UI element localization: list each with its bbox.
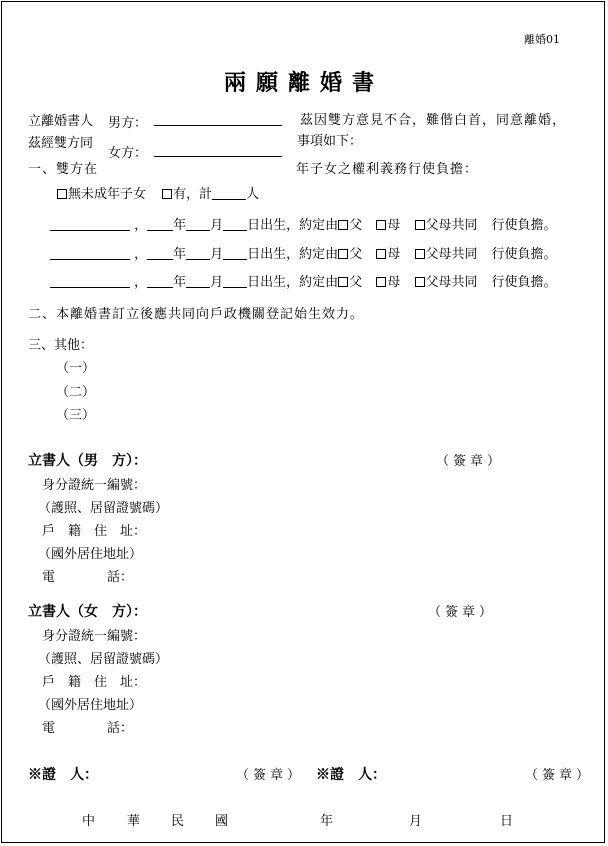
birth-month-field[interactable] xyxy=(186,287,210,288)
intro-text-1: 茲因雙方意見不合，難偕白首，同意離婚， xyxy=(300,113,567,128)
male-foreign-address-label: （國外居住地址） xyxy=(38,547,143,562)
year-label: 年 xyxy=(173,275,187,290)
document-title: 兩願離婚書 xyxy=(223,70,384,96)
female-label: 女方： xyxy=(108,146,148,161)
father-label: 父 xyxy=(349,247,363,262)
both-checkbox[interactable] xyxy=(415,277,425,287)
witness-2-seal[interactable]: （簽章） xyxy=(525,768,594,783)
clause2: 二、本離婚書訂立後應共同向戶政機關登記始生效力。 xyxy=(28,307,365,322)
father-label: 父 xyxy=(349,218,363,233)
both-label: 父母共同 xyxy=(425,218,478,233)
row-end-label: 行使負擔。 xyxy=(491,275,557,290)
witness-2-label: ※證 人： xyxy=(316,767,386,783)
day-label: 日出生，約定由 xyxy=(247,247,339,262)
mother-label: 母 xyxy=(387,247,401,262)
birth-year-field[interactable] xyxy=(147,287,173,288)
date-char-zhong: 中 xyxy=(82,814,96,829)
date-year-label: 年 xyxy=(320,814,334,829)
clause3-item: （三） xyxy=(56,408,96,423)
female-phone-label: 電 話： xyxy=(42,721,134,736)
document-code: 離婚01 xyxy=(524,33,560,46)
clause3-lead: 三、其他： xyxy=(28,338,94,353)
father-label: 父 xyxy=(349,275,363,290)
intro-prefix: 立離婚書人 xyxy=(28,114,94,129)
date-month-label: 月 xyxy=(409,814,423,829)
male-seal[interactable]: （簽章） xyxy=(436,454,505,469)
female-passport-label: （護照、居留證號碼） xyxy=(38,652,169,667)
clause1-tail: 年子女之權利義務行使負擔： xyxy=(296,162,479,177)
mother-label: 母 xyxy=(387,275,401,290)
mother-label: 母 xyxy=(387,218,401,233)
female-seal[interactable]: （簽章） xyxy=(428,605,497,620)
no-children-label: 無未成年子女 xyxy=(68,187,147,202)
date-day-label: 日 xyxy=(500,814,514,829)
year-label: 年 xyxy=(173,247,187,262)
day-label: 日出生，約定由 xyxy=(247,275,339,290)
month-label: 月 xyxy=(210,218,224,233)
child-name-field[interactable] xyxy=(50,287,130,288)
father-checkbox[interactable] xyxy=(338,277,348,287)
row-end-label: 行使負擔。 xyxy=(491,218,557,233)
both-checkbox[interactable] xyxy=(415,220,425,230)
male-party-heading: 立書人（男 方）： xyxy=(28,453,147,469)
witness-1-label: ※證 人： xyxy=(28,767,98,783)
row-end-label: 行使負擔。 xyxy=(491,247,557,262)
month-label: 月 xyxy=(210,247,224,262)
child-name-field[interactable] xyxy=(50,230,130,231)
clause1-lead: 一、雙方在 xyxy=(28,162,99,177)
birth-year-field[interactable] xyxy=(147,230,173,231)
clause3-item: （二） xyxy=(56,385,96,400)
birth-day-field[interactable] xyxy=(223,230,247,231)
female-id-label: 身分證統一編號： xyxy=(42,629,147,644)
male-name-field[interactable] xyxy=(154,125,282,126)
mother-checkbox[interactable] xyxy=(376,277,386,287)
witness-1-seal[interactable]: （簽章） xyxy=(236,768,305,783)
male-id-label: 身分證統一編號： xyxy=(42,478,147,493)
female-party-heading: 立書人（女 方）： xyxy=(28,604,147,620)
male-label: 男方： xyxy=(108,116,148,131)
date-char-min: 民 xyxy=(171,814,185,829)
male-address-label: 戶 籍 住 址： xyxy=(42,524,147,539)
child-row: ， 年 月 日出生，約定由 父 母 父母共同 行使負擔。 xyxy=(50,214,557,233)
intro-prefix-2: 茲經雙方同 xyxy=(28,136,94,151)
persons-label: 人 xyxy=(246,187,260,202)
female-name-field[interactable] xyxy=(154,156,282,157)
birth-day-field[interactable] xyxy=(223,259,247,260)
birth-day-field[interactable] xyxy=(223,287,247,288)
has-children-label: 有，計 xyxy=(173,187,213,202)
children-options xyxy=(57,183,259,202)
female-foreign-address-label: （國外居住地址） xyxy=(38,698,143,713)
child-name-field[interactable] xyxy=(50,259,130,260)
both-label: 父母共同 xyxy=(425,247,478,262)
father-checkbox[interactable] xyxy=(338,249,348,259)
mother-checkbox[interactable] xyxy=(376,249,386,259)
birth-month-field[interactable] xyxy=(186,259,210,260)
child-row: ， 年 月 日出生，約定由 父 母 父母共同 行使負擔。 xyxy=(50,243,557,262)
child-row: ， 年 月 日出生，約定由 父 母 父母共同 行使負擔。 xyxy=(50,271,557,290)
birth-month-field[interactable] xyxy=(186,230,210,231)
male-phone-label: 電 話： xyxy=(42,570,134,585)
has-children-checkbox[interactable] xyxy=(162,189,172,199)
date-char-hua: 華 xyxy=(127,814,141,829)
female-address-label: 戶 籍 住 址： xyxy=(42,675,147,690)
mother-checkbox[interactable] xyxy=(376,220,386,230)
both-checkbox[interactable] xyxy=(415,249,425,259)
father-checkbox[interactable] xyxy=(338,220,348,230)
clause3-item: （一） xyxy=(56,361,96,376)
no-children-checkbox[interactable] xyxy=(57,189,67,199)
male-passport-label: （護照、居留證號碼） xyxy=(38,501,169,516)
both-label: 父母共同 xyxy=(425,275,478,290)
month-label: 月 xyxy=(210,275,224,290)
day-label: 日出生，約定由 xyxy=(247,218,339,233)
year-label: 年 xyxy=(173,218,187,233)
date-char-guo: 國 xyxy=(215,814,229,829)
children-count-field[interactable] xyxy=(212,199,246,200)
intro-text-2: 事項如下： xyxy=(297,134,363,149)
birth-year-field[interactable] xyxy=(147,259,173,260)
